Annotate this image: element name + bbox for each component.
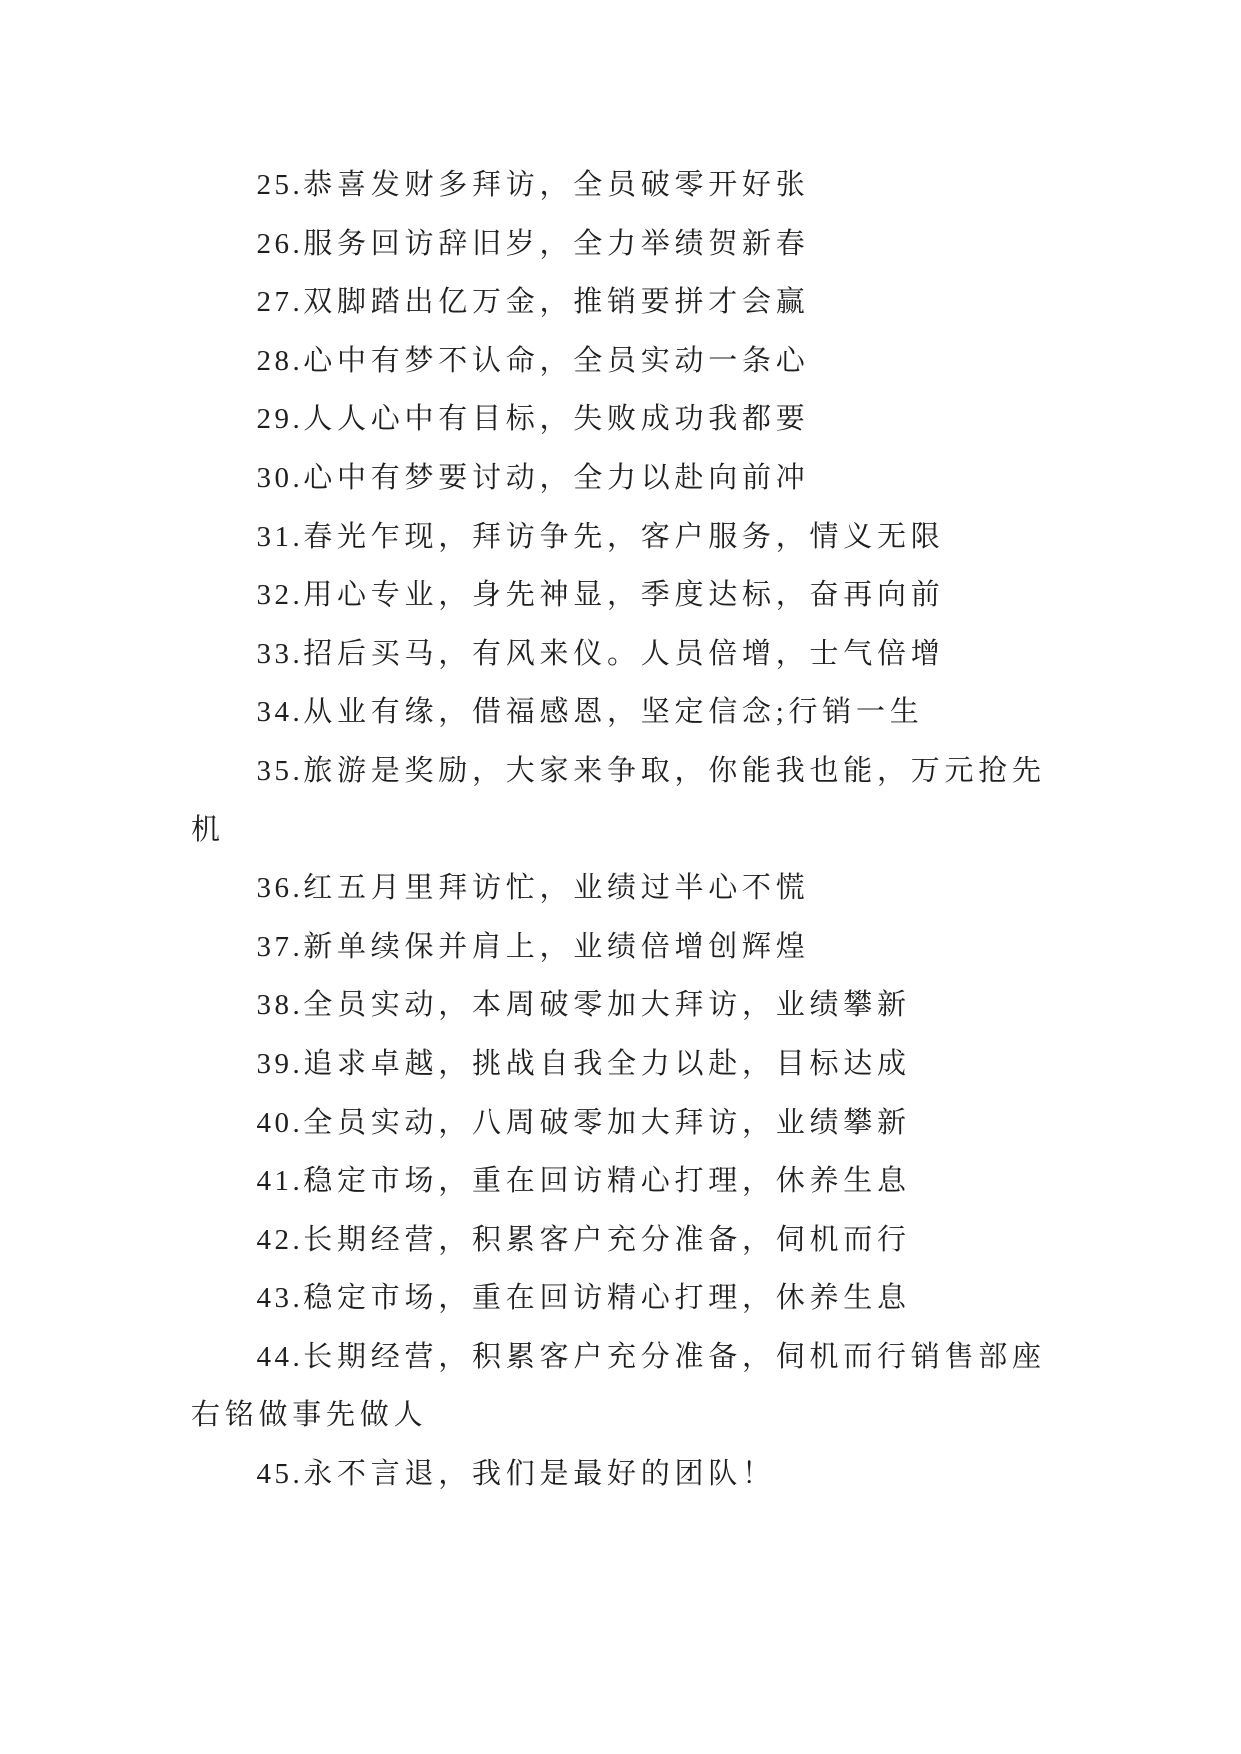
item-number: 33.	[256, 637, 304, 670]
item-text: 春光乍现，拜访争先，客户服务，情义无限	[303, 520, 945, 553]
list-item	[191, 1035, 1063, 1094]
item-number: 38.	[256, 989, 304, 1022]
item-text: 心中有梦不认命，全员实动一条心	[303, 344, 810, 377]
list-item	[191, 918, 1063, 977]
item-text: 稳定市场，重在回访精心打理，休养生息	[303, 1282, 911, 1315]
list-item	[191, 742, 1063, 859]
item-number: 27.	[256, 286, 304, 319]
item-number: 31.	[256, 520, 304, 553]
item-text: 新单续保并肩上，业绩倍增创辉煌	[303, 930, 810, 963]
list-item	[191, 156, 1063, 215]
item-text: 永不言退，我们是最好的团队！	[303, 1458, 776, 1491]
item-number: 29.	[256, 403, 304, 436]
item-text: 用心专业，身先神显，季度达标，奋再向前	[303, 579, 945, 612]
item-number: 28.	[256, 344, 304, 377]
list-item	[191, 859, 1063, 918]
list-item	[191, 273, 1063, 332]
list-item	[191, 625, 1063, 684]
list-item	[191, 449, 1063, 508]
item-number: 42.	[256, 1223, 304, 1256]
item-number: 36.	[256, 872, 304, 905]
list-item	[191, 332, 1063, 391]
item-text: 全员实动，八周破零加大拜访，业绩攀新	[303, 1106, 911, 1139]
list-item	[191, 1211, 1063, 1270]
list-item	[191, 390, 1063, 449]
item-text: 招后买马，有风来仪。人员倍增，士气倍增	[303, 637, 945, 670]
item-text: 心中有梦要讨动，全力以赴向前冲	[303, 461, 810, 494]
item-text: 红五月里拜访忙，业绩过半心不慌	[303, 872, 810, 905]
item-number: 26.	[256, 227, 304, 260]
list-item	[191, 566, 1063, 625]
item-number: 32.	[256, 579, 304, 612]
list-item	[191, 1328, 1063, 1445]
list-item	[191, 215, 1063, 274]
item-text: 全员实动，本周破零加大拜访，业绩攀新	[303, 989, 911, 1022]
list-item	[191, 1269, 1063, 1328]
item-number: 40.	[256, 1106, 304, 1139]
item-number: 37.	[256, 930, 304, 963]
item-text: 长期经营，积累客户充分准备，伺机而行	[303, 1223, 911, 1256]
item-text: 旅游是奖励，大家来争取，你能我也能，万元抢先机	[191, 754, 1046, 846]
item-number: 41.	[256, 1165, 304, 1198]
item-text: 人人心中有目标，失败成功我都要	[303, 403, 810, 436]
list-item	[191, 976, 1063, 1035]
item-text: 服务回访辞旧岁，全力举绩贺新春	[303, 227, 810, 260]
item-text: 双脚踏出亿万金，推销要拼才会赢	[303, 286, 810, 319]
list-item	[191, 1094, 1063, 1153]
slogan-list	[191, 156, 1063, 1504]
item-number: 34.	[256, 696, 304, 729]
item-number: 44.	[256, 1340, 304, 1373]
item-text: 长期经营，积累客户充分准备，伺机而行销售部座右铭做事先做人	[191, 1340, 1046, 1432]
item-text: 从业有缘，借福感恩，坚定信念;行销一生	[303, 696, 924, 729]
item-number: 45.	[256, 1458, 304, 1491]
list-item	[191, 1152, 1063, 1211]
item-number: 30.	[256, 461, 304, 494]
list-item	[191, 1445, 1063, 1504]
item-number: 25.	[256, 169, 304, 201]
item-text: 追求卓越，挑战自我全力以赴，目标达成	[303, 1047, 911, 1080]
list-item	[191, 683, 1063, 742]
item-number: 35.	[256, 754, 304, 787]
item-text: 恭喜发财多拜访，全员破零开好张	[303, 169, 810, 201]
list-item	[191, 508, 1063, 567]
item-number: 39.	[256, 1047, 304, 1080]
item-number: 43.	[256, 1282, 304, 1315]
item-text: 稳定市场，重在回访精心打理，休养生息	[303, 1165, 911, 1198]
